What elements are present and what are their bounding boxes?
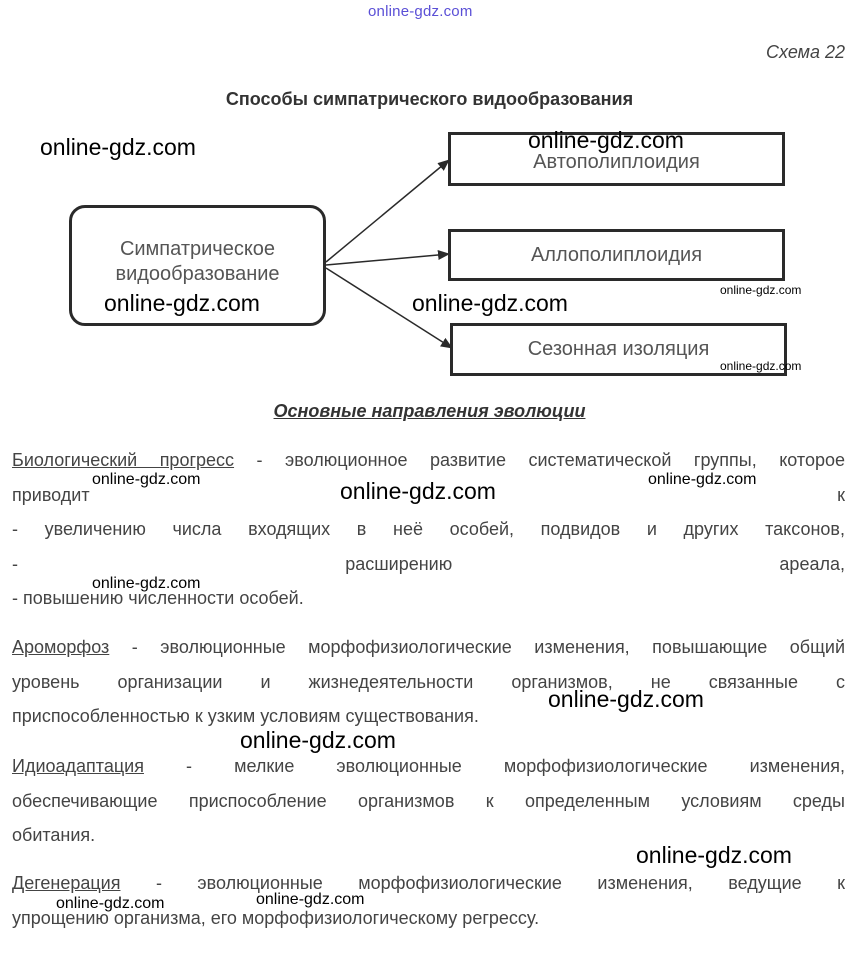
watermark: online-gdz.com (92, 575, 201, 592)
definition-text: - эволюционное развитие систематической группы, которое (234, 450, 845, 470)
diagram-title: Способы симпатрического видообразования (225, 89, 634, 109)
watermark: online-gdz.com (548, 686, 704, 712)
watermark: online-gdz.com (56, 895, 165, 912)
term-degeneration: Дегенерация (12, 873, 121, 893)
scheme-label: Схема 22 (766, 42, 845, 62)
paragraph-line: уровень организации и жизнедеятельности организмов, не связанные с (12, 671, 845, 692)
watermark: online-gdz.com (648, 471, 757, 488)
watermark: online-gdz.com (720, 283, 802, 297)
watermark: online-gdz.com (104, 290, 260, 316)
arrow-to-autopolyploidy (326, 160, 449, 262)
paragraph-line: обитания. (12, 825, 96, 845)
definition-text: - (12, 553, 18, 574)
term-aromorphosis: Ароморфоз (12, 637, 110, 657)
paragraph-line: - увеличению числа входящих в неё особей, подвидов и других таксонов, (12, 519, 845, 539)
target-label: Аллополиплоидия (530, 243, 703, 266)
watermark: online-gdz.com (240, 727, 396, 753)
watermark: online-gdz.com (40, 134, 196, 160)
watermark: online-gdz.com (528, 127, 684, 153)
definition-text: приводит (12, 484, 90, 505)
watermark: online-gdz.com (412, 290, 568, 316)
definition-text: ареала, (779, 553, 845, 574)
definition-text: - эволюционные морфофизиологические изменения, повышающие общий (109, 637, 845, 657)
source-label-line2: видообразование (115, 262, 280, 285)
watermark: online-gdz.com (92, 471, 201, 488)
definition-text: расширению (345, 553, 453, 574)
arrow-to-allopolyploidy (326, 254, 449, 265)
watermark: online-gdz.com (340, 478, 496, 504)
paragraph-line: - повышению численности особей. (12, 588, 304, 608)
target-box-allopolyploidy (448, 229, 785, 281)
paragraph-line: приспособленностью к узким условиям существования. (12, 706, 479, 726)
watermark: online-gdz.com (256, 891, 365, 908)
definition-text: - мелкие эволюционные морфофизиологические изменения, (143, 756, 845, 776)
paragraph-idioadaptation (12, 749, 845, 853)
term-idioadaptation: Идиоадаптация (12, 756, 144, 776)
site-watermark-top: online-gdz.com (368, 3, 473, 20)
definition-text: к (837, 484, 845, 505)
watermark: online-gdz.com (636, 842, 792, 868)
paragraph-aromorphosis (12, 630, 845, 734)
term-biological-progress: Биологический прогресс (12, 450, 235, 470)
target-label: Автополиплоидия (533, 151, 700, 173)
paragraph-line (12, 749, 845, 784)
paragraph-line (12, 630, 845, 665)
section-heading: Основные направления эволюции (273, 401, 586, 421)
target-label: Сезонная изоляция (527, 338, 710, 360)
paragraph-line: обеспечивающие приспособление организмов к определенным условиям среды (12, 790, 845, 811)
watermark: online-gdz.com (720, 359, 802, 373)
definition-text: - эволюционные морфофизиологические изменения, ведущие к (120, 873, 845, 893)
paragraph-line: упрощению организма, его морфофизиологическому регрессу. (12, 907, 540, 928)
source-label-line1: Симпатрическое (119, 237, 276, 260)
